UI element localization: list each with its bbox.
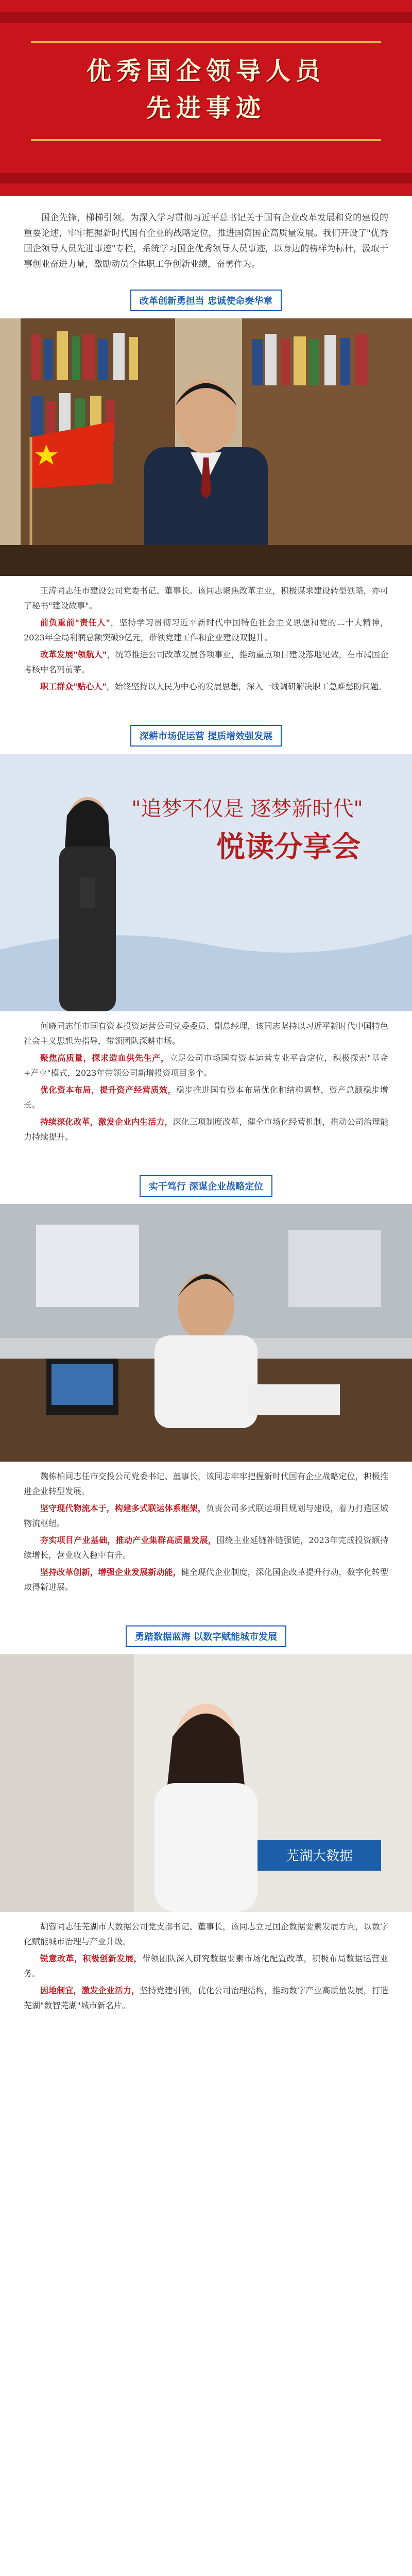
section-3-paragraph: 坚持改革创新，增强企业发展新动能，健全现代企业制度，深化国企改革提升行动，数字化转型取得新进展。 [24,1567,388,1592]
section-1-paragraph: 王涛同志任市建设公司党委书记、董事长。该同志聚焦改革主业，积极谋求建设转型领略，亦可了秘书"建设故事"。 [24,586,388,611]
photo-2-banner-subtitle: 悦读分享会 [216,830,360,864]
section-2-paragraph: 聚焦高质量，探求造血供先生产，立足公司市场国有资本运营专业平台定位，积极探索"基金+产业"模式，2023年带领公司新增投资项目多个。 [24,1053,388,1078]
page-title-line2: 先进事迹 [146,94,266,123]
profile-photo-1 [0,318,412,576]
photo-4-nameplate: 芜湖大数据 [285,1849,353,1864]
profile-section-3 [0,1175,412,1607]
section-body-3 [0,1462,412,1602]
section-body-2 [0,1011,412,1151]
section-4-paragraph: 因地制宜，激发企业活力，坚持党建引领，优化公司治理结构，推动数字产业高质量发展，打造芜湖"数智芜湖"城市新名片。 [24,1986,388,2010]
section-1-paragraph: 改革发展"领航人"，统筹推进公司改革发展各项事业，推动重点项目建设落地见效，在市属国企考核中名列前茅。 [24,650,388,674]
profile-photo-2 [0,754,412,1011]
page-title [0,53,412,127]
banner-ribbon-top [31,41,381,43]
profile-photo-4 [0,1654,412,1912]
profile-photo-3 [0,1204,412,1462]
section-4-paragraph: 锐意改革，积极创新发展，带领团队深入研究数据要素市场化配置改革，积极布局数据运营业务。 [24,1954,388,1978]
section-body-1 [0,576,412,701]
section-heading-2: 深耕市场促运营 提质增效强发展 [0,725,412,747]
section-body-4 [0,1912,412,2020]
profile-section-4 [0,1625,412,2025]
section-heading-4: 勇踏数据蓝海 以数字赋能城市发展 [0,1625,412,1647]
section-1-paragraph: 职工群众"贴心人"，始终坚持以人民为中心的发展思想，深入一线调研解决职工急难愁盼问题。 [40,682,387,691]
section-2-paragraph: 何晓同志任市国有资本投资运营公司党委委员、副总经理，该同志坚持以习近平新时代中国特色社会主义思想为指导，带领团队深耕市场。 [24,1021,388,1046]
header-banner [0,0,412,196]
section-2-paragraph: 优化资本布局，提升资产经营质效，稳步推进国有资本布局优化和结构调整，资产总额稳步增长。 [24,1085,388,1110]
section-heading-1: 改革创新勇担当 忠诚使命奏华章 [0,290,412,311]
section-1-paragraph: 前负重前"责任人"，坚持学习贯彻习近平新时代中国特色社会主义思想和党的二十大精神，2023年全局利润总额突破9亿元，带领党建工作和企业建设双提升。 [24,618,388,642]
page-title-line1: 优秀国企领导人员 [86,57,325,86]
profile-section-1 [0,290,412,706]
section-3-paragraph: 坚守现代物流本于，构建多式联运体系框架，负责公司多式联运项目规划与建设，着力打造区域物流枢纽。 [24,1503,388,1528]
section-heading-3: 实干笃行 深谋企业战略定位 [0,1175,412,1197]
banner-ribbon-bottom [31,139,381,141]
section-3-paragraph: 魏栋柏同志任市交投公司党委书记、董事长，该同志牢牢把握新时代国有企业战略定位，积极推进企业转型发展。 [24,1471,388,1496]
section-2-paragraph: 持续深化改革，激发企业内生活力，深化三项制度改革，健全市场化经营机制，推动公司治理能力持续提升。 [24,1117,388,1142]
profile-section-2 [0,725,412,1157]
section-3-paragraph: 夯实项目产业基础，推动产业集群高质量发展，围绕主业延链补链强链，2023年完成投资额持续增长，营业收入稳中有升。 [24,1535,388,1560]
photo-2-banner-title: "追梦不仅是 逐梦新时代" [131,797,363,821]
banner-decor-band-bottom [0,173,412,183]
section-4-paragraph: 胡蓉同志任芜湖市大数据公司党支部书记、董事长，该同志立足国企数据要素发展方向，以数字化赋能城市治理与产业升级。 [24,1922,388,1946]
intro-paragraph: 国企先锋，梯梯引领。为深入学习贯彻习近平总书记关于国有企业改革发展和党的建设的重要论述，牢牢把握新时代国有企业的战略定位，推进国资国企高质量发展。我们开设了"优秀国企领导人员先进事迹"专栏，系统学习国企优秀领导人员事迹，以身边的榜样为标杆，汲取干事创业奋进力量，激励动员全体职工争创新业绩，奋勇作为。 [24,213,388,269]
banner-decor-band-top [0,12,412,23]
